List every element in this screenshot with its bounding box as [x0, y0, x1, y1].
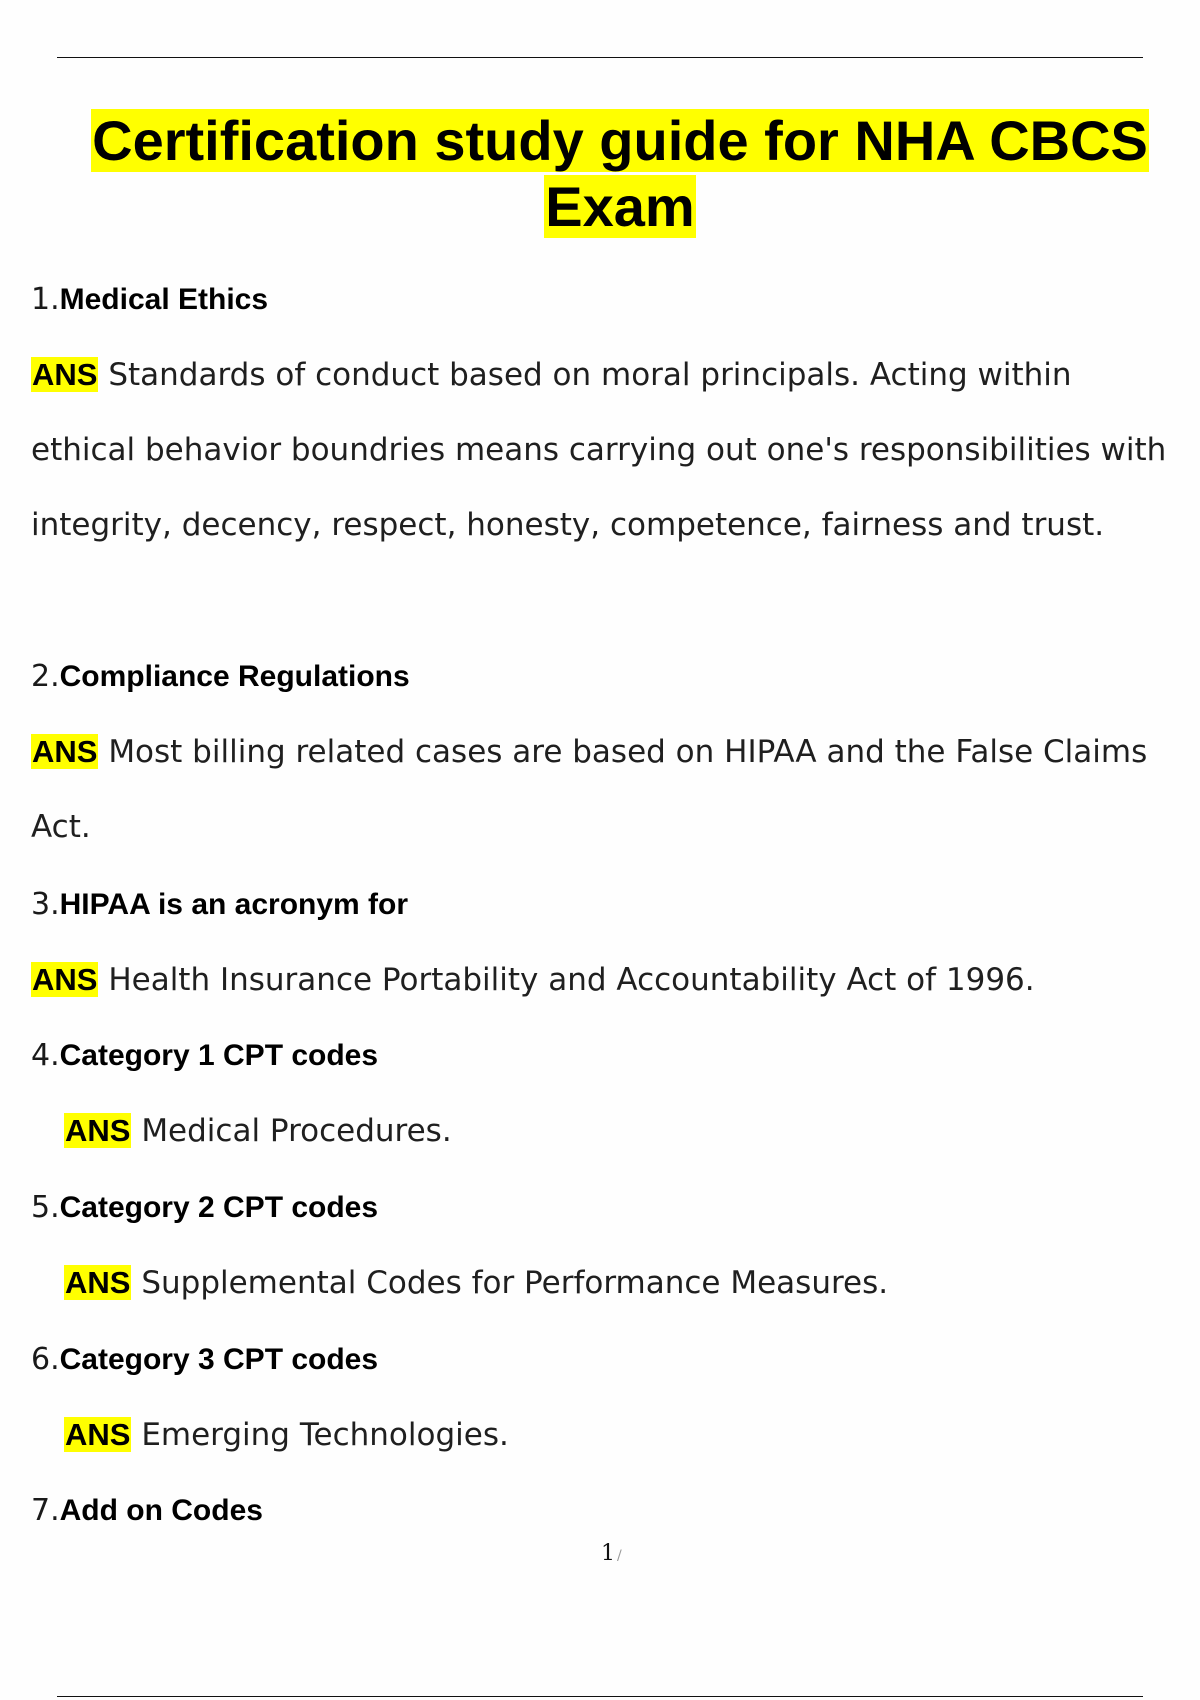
question-number: 3. [31, 887, 60, 922]
document-title [0, 108, 1200, 240]
question-item-7 [31, 1491, 263, 1531]
question-number: 7. [31, 1493, 60, 1528]
question-item-2 [31, 657, 410, 697]
question-item-1 [31, 280, 268, 320]
answer-item-3 [31, 942, 1181, 1018]
question-text: Category 3 CPT codes [59, 1343, 379, 1376]
question-text: Medical Ethics [59, 283, 269, 316]
answer-text: Supplemental Codes for Performance Measures. [141, 1265, 889, 1301]
question-item-5 [31, 1188, 378, 1228]
question-item-6 [31, 1340, 378, 1380]
answer-text: Health Insurance Portability and Accountability Act of 1996. [108, 962, 1035, 998]
answer-item-2 [31, 714, 1181, 865]
answer-text: Standards of conduct based on moral principals. Acting within ethical behavior boundries means carrying out one's responsibilities with integrity, decency, respect, honesty, competence, fairness and trust. [31, 357, 1167, 543]
question-item-3 [31, 885, 408, 925]
answer-text: Emerging Technologies. [141, 1417, 509, 1453]
answer-label: ANS [32, 734, 98, 769]
answer-text: Medical Procedures. [141, 1113, 452, 1149]
answer-label: ANS [32, 357, 98, 392]
answer-item-6 [64, 1397, 1200, 1473]
question-number: 4. [31, 1038, 60, 1073]
question-number: 6. [31, 1342, 60, 1377]
answer-label: ANS [65, 1417, 131, 1452]
answer-label: ANS [32, 962, 98, 997]
page-number-value: 1 [601, 1541, 615, 1566]
question-text: Compliance Regulations [59, 660, 410, 693]
page-number-suffix: / [617, 1548, 622, 1564]
answer-item-5 [64, 1245, 1200, 1321]
page-number [601, 1541, 622, 1566]
question-item-4 [31, 1036, 378, 1076]
question-number: 1. [31, 282, 60, 317]
question-number: 5. [31, 1190, 60, 1225]
question-text: Add on Codes [59, 1494, 263, 1527]
title-line-2: Exam [545, 175, 695, 238]
question-text: Category 2 CPT codes [59, 1191, 379, 1224]
answer-item-1 [31, 337, 1181, 563]
answer-label: ANS [65, 1113, 131, 1148]
title-line-1: Certification study guide for NHA CBCS [92, 109, 1148, 172]
top-rule [57, 57, 1143, 58]
question-number: 2. [31, 659, 60, 694]
bottom-rule [57, 1696, 1143, 1697]
answer-item-4 [64, 1093, 1200, 1169]
question-text: HIPAA is an acronym for [59, 888, 409, 921]
question-text: Category 1 CPT codes [59, 1039, 379, 1072]
answer-text: Most billing related cases are based on HIPAA and the False Claims Act. [31, 734, 1148, 845]
answer-label: ANS [65, 1265, 131, 1300]
